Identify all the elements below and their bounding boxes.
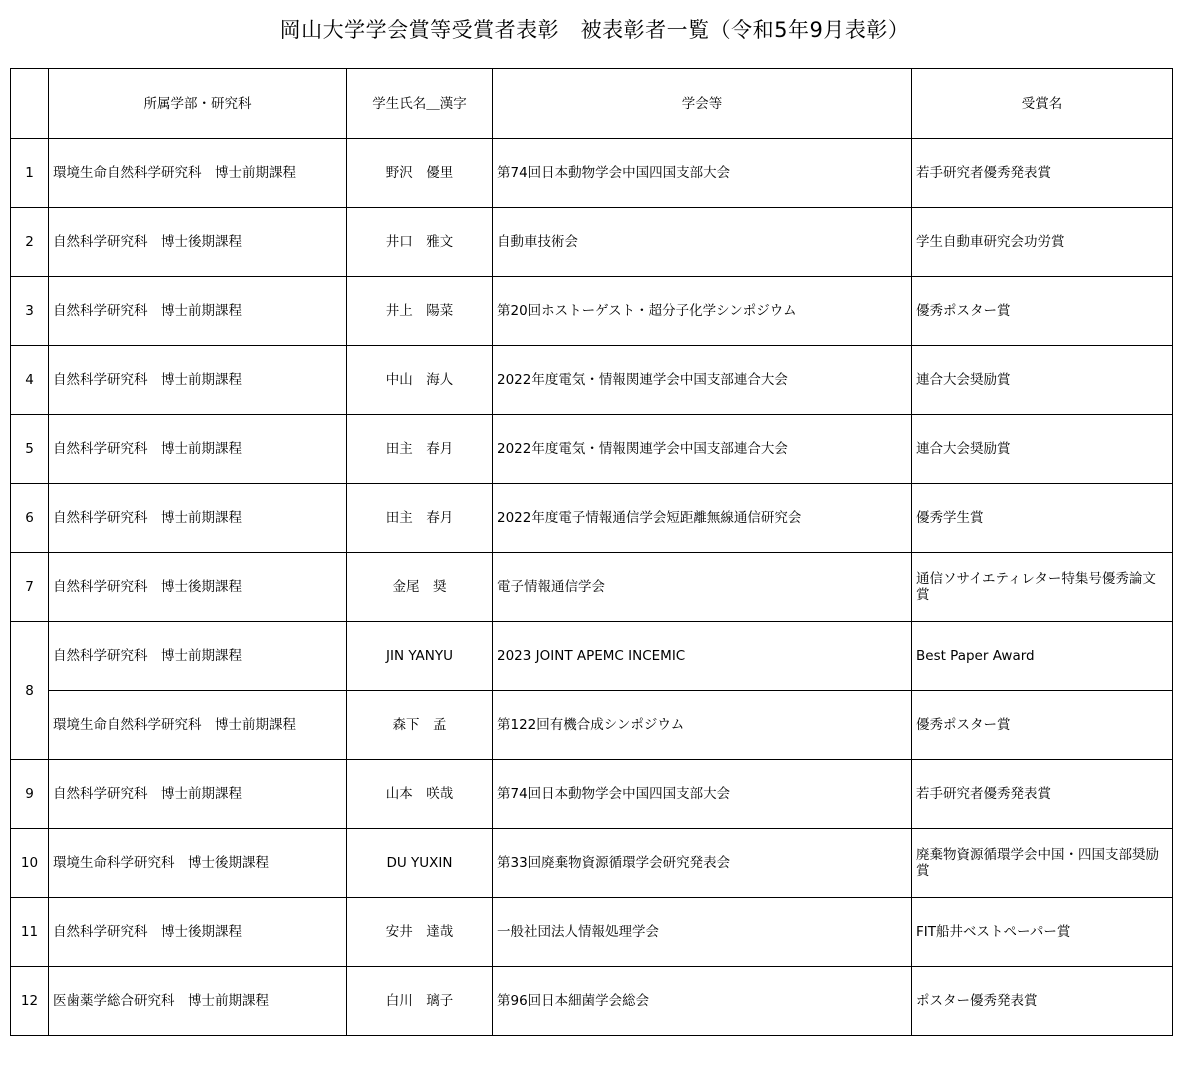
row-award: 若手研究者優秀発表賞: [912, 139, 1173, 208]
row-name: 中山 海人: [347, 346, 493, 415]
row-no: 8: [11, 622, 49, 760]
row-no: 6: [11, 484, 49, 553]
row-no: 3: [11, 277, 49, 346]
table-row: [11, 691, 1173, 760]
row-dept: 自然科学研究科 博士前期課程: [49, 346, 347, 415]
row-award: 連合大会奨励賞: [912, 346, 1173, 415]
table-header-row: [11, 69, 1173, 139]
row-name: 井口 雅文: [347, 208, 493, 277]
table-row: [11, 829, 1173, 898]
row-name: 田主 春月: [347, 484, 493, 553]
row-name: 野沢 優里: [347, 139, 493, 208]
row-dept: 自然科学研究科 博士前期課程: [49, 760, 347, 829]
page-title: 岡山大学学会賞等受賞者表彰 被表彰者一覧（令和5年9月表彰）: [279, 18, 910, 42]
row-award: ポスター優秀発表賞: [912, 967, 1173, 1036]
table-row: [11, 760, 1173, 829]
row-name: 金尾 奨: [347, 553, 493, 622]
row-no: 4: [11, 346, 49, 415]
table-row: [11, 277, 1173, 346]
row-award: 通信ソサイエティレター特集号優秀論文賞: [912, 553, 1173, 622]
row-name: 森下 孟: [347, 691, 493, 760]
table-row: [11, 553, 1173, 622]
row-society: 電子情報通信学会: [493, 553, 912, 622]
row-name: 山本 咲哉: [347, 760, 493, 829]
row-no: 9: [11, 760, 49, 829]
row-award: 廃棄物資源循環学会中国・四国支部奨励賞: [912, 829, 1173, 898]
row-award: Best Paper Award: [912, 622, 1173, 691]
awardee-table: [10, 68, 1173, 1036]
table-row: [11, 415, 1173, 484]
row-society: 2022年度電気・情報関連学会中国支部連合大会: [493, 415, 912, 484]
table-row: [11, 898, 1173, 967]
row-society: 2022年度電子情報通信学会短距離無線通信研究会: [493, 484, 912, 553]
row-society: 第122回有機合成シンポジウム: [493, 691, 912, 760]
table-row: [11, 346, 1173, 415]
table-row: [11, 139, 1173, 208]
row-no: 2: [11, 208, 49, 277]
row-award: FIT船井ベストペーパー賞: [912, 898, 1173, 967]
row-no: 12: [11, 967, 49, 1036]
table-row: [11, 484, 1173, 553]
header-no: [11, 69, 49, 139]
row-dept: 自然科学研究科 博士後期課程: [49, 553, 347, 622]
row-no: 7: [11, 553, 49, 622]
row-no: 11: [11, 898, 49, 967]
row-society: 一般社団法人情報処理学会: [493, 898, 912, 967]
row-award: 学生自動車研究会功労賞: [912, 208, 1173, 277]
row-society: 第33回廃棄物資源循環学会研究発表会: [493, 829, 912, 898]
table-row: [11, 208, 1173, 277]
row-no: 1: [11, 139, 49, 208]
row-award: 若手研究者優秀発表賞: [912, 760, 1173, 829]
row-name: JIN YANYU: [347, 622, 493, 691]
row-dept: 自然科学研究科 博士後期課程: [49, 208, 347, 277]
header-award: 受賞名: [912, 69, 1173, 139]
row-dept: 自然科学研究科 博士前期課程: [49, 277, 347, 346]
header-society: 学会等: [493, 69, 912, 139]
row-award: 優秀ポスター賞: [912, 277, 1173, 346]
row-dept: 医歯薬学総合研究科 博士前期課程: [49, 967, 347, 1036]
row-dept: 自然科学研究科 博士前期課程: [49, 484, 347, 553]
header-dept: 所属学部・研究科: [49, 69, 347, 139]
row-society: 2022年度電気・情報関連学会中国支部連合大会: [493, 346, 912, 415]
row-name: DU YUXIN: [347, 829, 493, 898]
header-name: 学生氏名＿漢字: [347, 69, 493, 139]
row-dept: 自然科学研究科 博士前期課程: [49, 622, 347, 691]
row-dept: 自然科学研究科 博士前期課程: [49, 415, 347, 484]
row-society: 自動車技術会: [493, 208, 912, 277]
row-name: 安井 達哉: [347, 898, 493, 967]
row-dept: 環境生命自然科学研究科 博士前期課程: [49, 691, 347, 760]
row-society: 2023 JOINT APEMC INCEMIC: [493, 622, 912, 691]
row-award: 優秀ポスター賞: [912, 691, 1173, 760]
row-dept: 自然科学研究科 博士後期課程: [49, 898, 347, 967]
row-society: 第20回ホストーゲスト・超分子化学シンポジウム: [493, 277, 912, 346]
row-society: 第74回日本動物学会中国四国支部大会: [493, 760, 912, 829]
row-award: 連合大会奨励賞: [912, 415, 1173, 484]
row-name: 田主 春月: [347, 415, 493, 484]
row-name: 白川 璃子: [347, 967, 493, 1036]
row-name: 井上 陽菜: [347, 277, 493, 346]
row-award: 優秀学生賞: [912, 484, 1173, 553]
row-dept: 環境生命科学研究科 博士後期課程: [49, 829, 347, 898]
table-row: [11, 622, 1173, 691]
row-society: 第74回日本動物学会中国四国支部大会: [493, 139, 912, 208]
row-society: 第96回日本細菌学会総会: [493, 967, 912, 1036]
row-dept: 環境生命自然科学研究科 博士前期課程: [49, 139, 347, 208]
table-row: [11, 967, 1173, 1036]
row-no: 5: [11, 415, 49, 484]
row-no: 10: [11, 829, 49, 898]
